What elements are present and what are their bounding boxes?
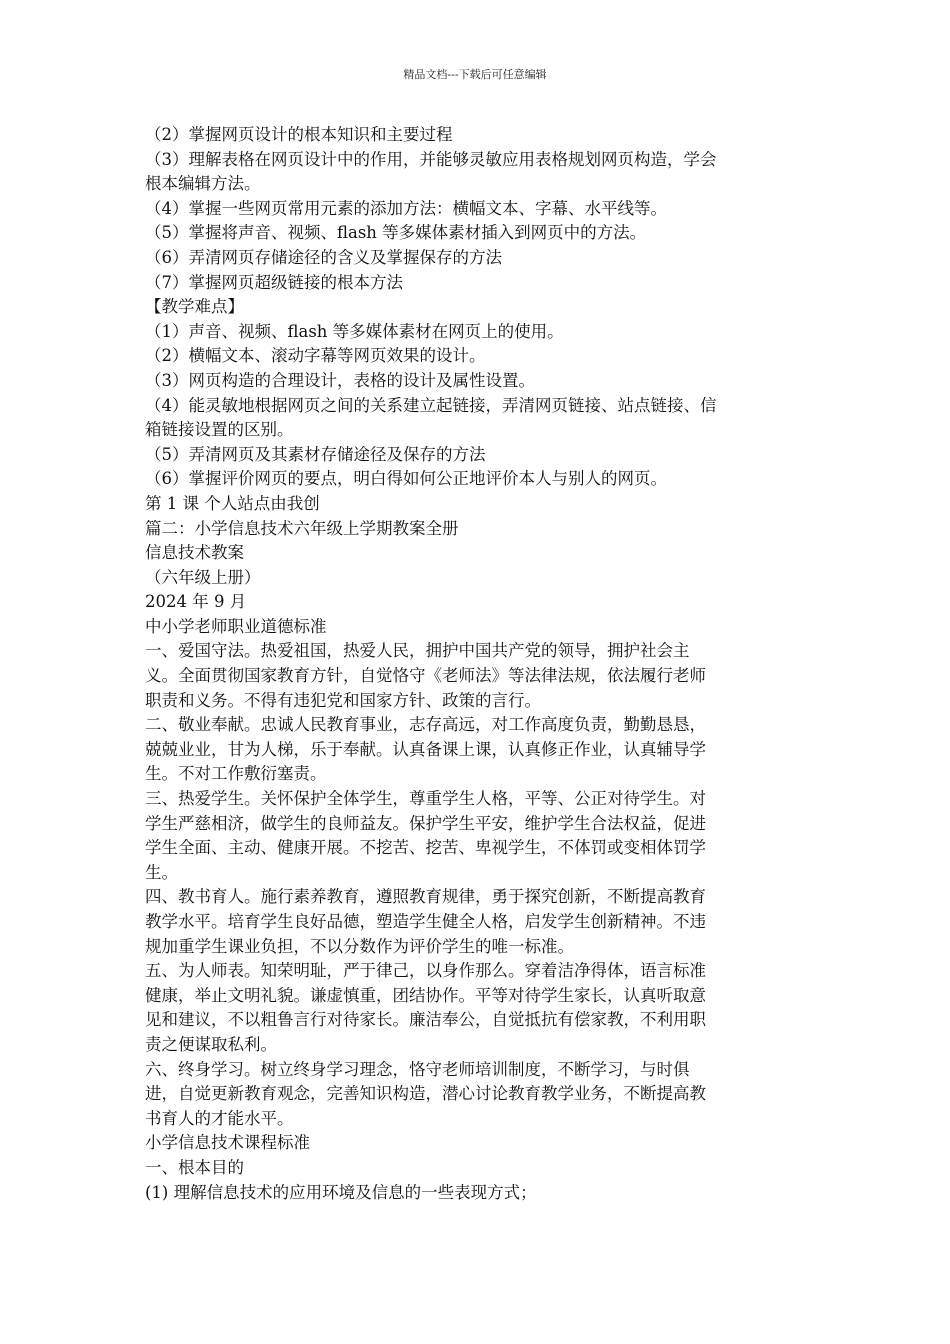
text-line: 兢兢业业，甘为人梯，乐于奉献。认真备课上课，认真修正作业，认真辅导学 [145,739,706,759]
text-line: （3）理解表格在网页设计中的作用，并能够灵敏应用表格规划网页构造，学会 [145,149,717,169]
text-line: （1）声音、视频、flash 等多媒体素材在网页上的使用。 [145,321,564,341]
text-line: （6）掌握评价网页的要点，明白得如何公正地评价本人与别人的网页。 [145,469,667,489]
text-line: 教学水平。培育学生良好品德，塑造学生健全人格，启发学生创新精神。不违 [145,912,706,931]
text-line: 六、终身学习。树立终身学习理念，恪守老师培训制度，不断学习，与时俱 [145,1059,690,1079]
section-heading: 小学信息技术课程标准 [145,1133,310,1153]
text-line: （4）能灵敏地根据网页之间的关系建立起链接，弄清网页链接、站点链接、信 [145,395,717,415]
text-line: 学生全面、主动、健康开展。不挖苦、挖苦、卑视学生，不体罚或变相体罚学 [145,838,706,858]
text-line: 四、教书育人。施行素养教育，遵照教育规律，勇于探究创新，不断提高教育 [145,887,706,907]
page-header: 精品文档---下载后可任意编辑 [403,68,547,81]
section-heading: 中小学老师职业道德标准 [145,616,327,636]
text-line: （7）掌握网页超级链接的根本方法 [145,272,403,292]
text-line: 一、根本目的 [145,1157,244,1177]
text-line: （5）弄清网页及其素材存储途径及保存的方法 [145,444,486,464]
text-line: 三、热爱学生。关怀保护全体学生，尊重学生人格，平等、公正对待学生。对 [145,789,706,809]
text-line: 健康，举止文明礼貌。谦虚慎重，团结协作。平等对待学生家长，认真听取意 [145,985,706,1005]
lesson-title: 第 1 课 个人站点由我创 [145,493,320,513]
text-line: 信息技术教案 [145,543,244,563]
text-line: 书育人的才能水平。 [145,1108,294,1128]
text-line: 见和建议，不以粗鲁言行对待家长。廉洁奉公，自觉抵抗有偿家教，不利用职 [145,1010,706,1030]
date-line: 2024 年 9 月 [145,592,247,612]
text-line: （6）弄清网页存储途径的含义及掌握保存的方法 [145,247,502,267]
chapter-title: 篇二：小学信息技术六年级上学期教案全册 [145,518,459,538]
text-line: （2）掌握网页设计的根本知识和主要过程 [145,125,453,144]
text-line: 规加重学生课业负担，不以分数作为评价学生的唯一标准。 [145,936,574,956]
text-line: 一、爱国守法。热爱祖国，热爱人民，拥护中国共产党的领导，拥护社会主 [145,641,690,661]
text-line: (1) 理解信息技术的应用环境及信息的一些表现方式； [145,1182,537,1202]
text-line: 二、敬业奉献。忠诚人民教育事业，志存高远，对工作高度负责，勤勤恳恳， [145,715,706,735]
document-body [145,123,810,1205]
text-line: 生。 [145,862,178,882]
text-line: 生。不对工作敷衍塞责。 [145,764,327,784]
text-line: （3）网页构造的合理设计，表格的设计及属性设置。 [145,370,535,390]
text-line: （六年级上册） [145,567,261,587]
text-line: （2）横幅文本、滚动字幕等网页效果的设计。 [145,346,486,366]
text-line: 学生严慈相济，做学生的良师益友。保护学生平安，维护学生合法权益，促进 [145,813,706,833]
text-line: 根本编辑方法。 [145,174,261,194]
text-line: 责之便谋取私利。 [145,1034,277,1054]
text-line: （5）掌握将声音、视频、flash 等多媒体素材插入到网页中的方法。 [145,223,647,243]
text-line: 职责和义务。不得有违犯党和国家方针、政策的言行。 [145,690,541,710]
section-heading: 【教学难点】 [145,297,244,317]
text-line: （4）掌握一些网页常用元素的添加方法：横幅文本、字幕、水平线等。 [145,198,667,218]
text-line: 箱链接设置的区别。 [145,420,294,440]
text-line: 义。全面贯彻国家教育方针，自觉恪守《老师法》等法律法规，依法履行老师 [145,666,706,686]
text-line: 五、为人师表。知荣明耻，严于律己，以身作那么。穿着洁净得体，语言标准 [145,961,706,981]
text-line: 进，自觉更新教育观念，完善知识构造，潜心讨论教育教学业务，不断提高教 [145,1084,706,1104]
